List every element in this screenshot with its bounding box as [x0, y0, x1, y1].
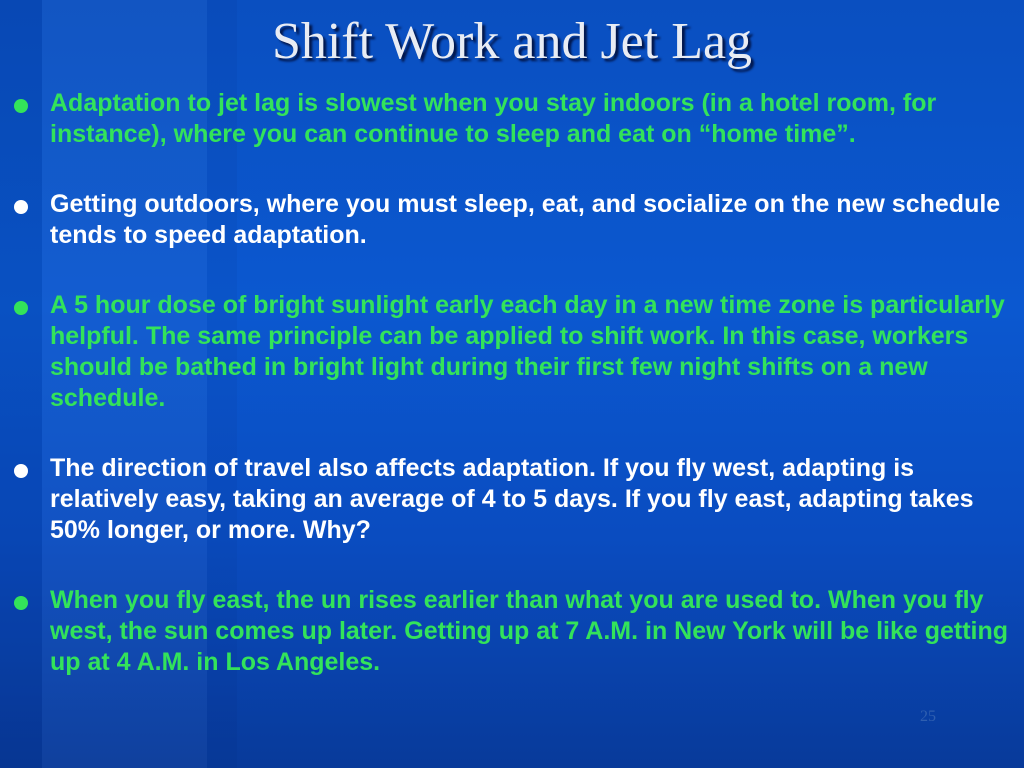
bullet-dot-icon	[14, 99, 28, 113]
bullet-dot-icon	[14, 200, 28, 214]
bullet-dot-icon	[14, 464, 28, 478]
bullet-dot-icon	[14, 596, 28, 610]
bullet-dot-icon	[14, 301, 28, 315]
bullet-list	[10, 88, 1010, 678]
bullet-text: The direction of travel also affects adaptation. If you fly west, adapting is relatively easy, taking an average of 4 to 5 days. If you fly east, adapting takes 50% longer, or more. Why?	[50, 454, 974, 544]
bullet-item	[10, 453, 1010, 546]
page-number: 25	[920, 708, 936, 725]
bullet-text: When you fly east, the un rises earlier than what you are used to. When you fly west, the sun comes up later. Getting up at 7 A.M. in New York will be like getting up at 4 A.M. in Los Angeles.	[50, 586, 1009, 676]
slide-title: Shift Work and Jet Lag	[271, 13, 753, 70]
bullet-item	[10, 88, 1010, 150]
bullet-item	[10, 290, 1010, 414]
bullet-text: A 5 hour dose of bright sunlight early each day in a new time zone is particularly helpful. The same principle can be applied to shift work. In this case, workers should be bathed in bright light during their first few night shifts on a new schedule.	[50, 291, 1005, 412]
bullet-text: Getting outdoors, where you must sleep, eat, and socialize on the new schedule tends to speed adaptation.	[50, 190, 1001, 249]
bullet-item	[10, 585, 1010, 678]
bullet-item	[10, 189, 1010, 251]
bullet-text: Adaptation to jet lag is slowest when you stay indoors (in a hotel room, for instance), where you can continue to sleep and eat on “home time”.	[50, 89, 937, 148]
